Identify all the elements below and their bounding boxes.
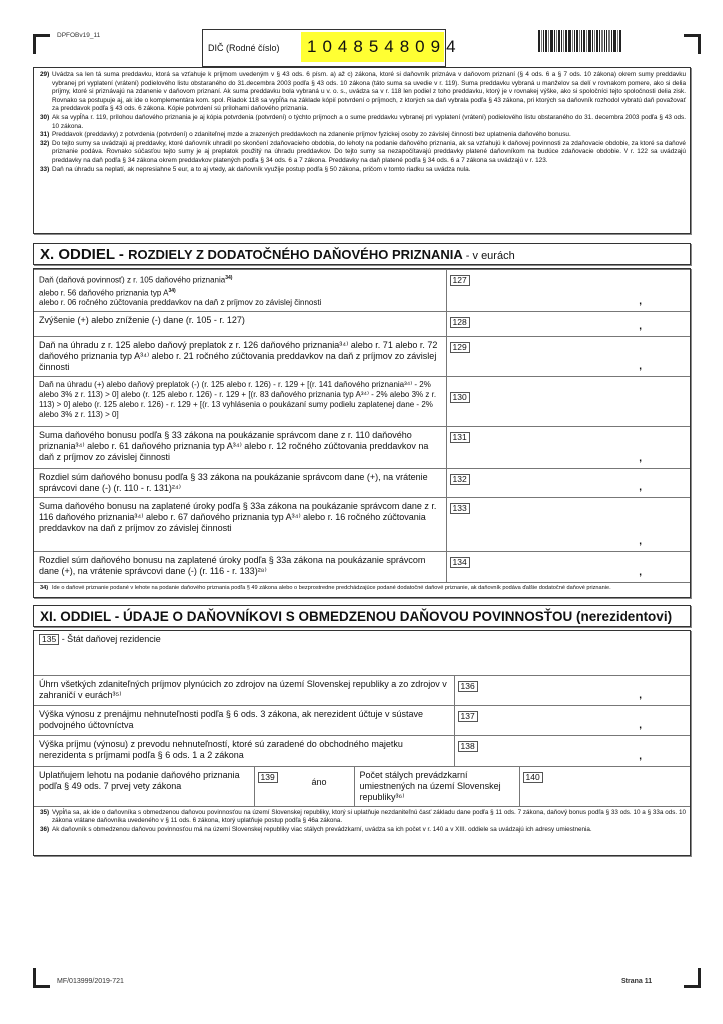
barcode-bar	[617, 30, 618, 52]
row-number: 128	[450, 317, 470, 328]
barcode-bar	[550, 30, 553, 52]
footnote-35	[40, 809, 686, 826]
amount-field-138[interactable]	[454, 736, 690, 766]
barcode-bar	[596, 30, 598, 52]
footnote-34	[34, 582, 690, 596]
decimal-separator: ,	[639, 296, 642, 308]
table-row-130	[34, 377, 690, 427]
footnote-text: Ak daňovník s obmedzenou daňovou povinnosťou má na území Slovenskej republiky viac stálych prevádzkarní, uvádza sa ich počet v r. 140 a v XIII. oddiele sa uvádzajú ich adresy umiestnenia.	[52, 825, 592, 833]
row-number: 137	[458, 711, 478, 722]
section-xi-table	[33, 630, 691, 856]
footnote-text: Vypĺňa sa, ak ide o daňovníka s obmedzenou daňovou povinnosťou na území Slovenskej republiky, ktorý si uplatňuje nezdaniteľnú časť základu dane podľa § 11 ods. 7 zákona, daňový bonus podľa § 33 ods. 10 a § 33a ods. 10 zákona vrátane daňovníka uvedeného v § 11 ods. 6 zákona, ktorý uplatňuje postup podľa § 46a zákona.	[52, 808, 686, 824]
amount-field-133[interactable]	[446, 498, 690, 552]
row-label: Suma daňového bonusu na zaplatené úroky podľa § 33a zákona na poukázanie správcom dane z r. 116 daňového priznania³⁴⁾ alebo r. 67 daňového priznania typ A³⁴⁾ alebo r. 16 ročného zúčtovania preddavkov na daň z príjmov zo závislej činnosti	[34, 498, 446, 552]
row-label-line	[39, 273, 441, 286]
section-x-table	[33, 268, 691, 598]
barcode-bar	[554, 30, 555, 52]
decimal-separator: ,	[639, 361, 642, 373]
footnote-number: 29)	[40, 71, 50, 78]
row-label: Úhrn všetkých zdaniteľných príjmov plynúcich zo zdrojov na území Slovenskej republiky a zo zdrojov v zahraničí v eurách³⁵⁾	[34, 676, 454, 706]
row-number: 132	[450, 474, 470, 485]
barcode-bar	[556, 30, 557, 52]
decimal-separator: ,	[639, 482, 642, 494]
barcode-bar	[561, 30, 562, 52]
barcode-bar	[572, 30, 573, 52]
row-140-cell[interactable]	[519, 766, 690, 806]
row-139-140	[34, 766, 690, 806]
barcode-bar	[601, 30, 603, 52]
decimal-separator: ,	[639, 690, 642, 701]
barcode-bar	[583, 30, 585, 52]
registration-mark-top-left	[33, 34, 50, 54]
barcode-bar	[538, 30, 540, 52]
row-number: 138	[458, 741, 478, 752]
decimal-separator: ,	[639, 321, 642, 333]
footnote-number: 36)	[40, 825, 50, 833]
table-row-127	[34, 270, 690, 312]
row-139-cell[interactable]	[254, 766, 354, 806]
footnote-number: 31)	[40, 131, 50, 139]
footnote-30	[40, 114, 686, 131]
row-label	[34, 270, 446, 312]
footnote-number: 34)	[40, 584, 49, 591]
footnote-text: Preddavok (preddavky) z potvrdenia (potvrdení) o zdaniteľnej mzde a zrazených preddavkoch na zdanenie príjmov fyzickej osoby zo závislej činnosti bez uplatnenia daňového bonusu.	[52, 131, 571, 139]
barcode-bar	[592, 30, 593, 52]
decimal-separator: ,	[639, 566, 642, 578]
footnote-number: 32)	[40, 139, 50, 147]
row-label: Výška príjmu (výnosu) z prevodu nehnuteľností, ktoré sú zaradené do obchodného majetku nerezidenta s príjmami podľa § 6 ods. 1 a 2 zákona	[34, 736, 454, 766]
barcode-bar	[541, 30, 542, 52]
amount-field-131[interactable]	[446, 427, 690, 469]
footnote-36	[40, 826, 686, 835]
amount-field-127[interactable]	[446, 270, 690, 312]
barcode-bar	[611, 30, 612, 52]
barcode-bar	[563, 30, 564, 52]
row-label-line	[39, 298, 441, 308]
table-row-134	[34, 552, 690, 582]
decimal-separator: ,	[639, 536, 642, 548]
tax-residence-label: - Štát daňovej rezidencie	[59, 634, 161, 644]
row-label-text: Daň (daňová povinnosť) z r. 105 daňového priznania	[39, 275, 226, 285]
amount-field-137[interactable]	[454, 706, 690, 736]
notes-panel-top	[33, 67, 691, 234]
barcode-bar	[558, 30, 560, 52]
establishments-label: Počet stálych prevádzkarní umiestnených na území Slovenskej republiky³⁶⁾	[354, 766, 519, 806]
table-row-131	[34, 427, 690, 469]
barcode-bar	[588, 30, 591, 52]
row-number: 130	[450, 392, 470, 403]
table-row-128	[34, 312, 690, 337]
registration-mark-bottom-right	[684, 968, 701, 988]
barcode-bar	[543, 30, 544, 52]
decimal-separator: ,	[639, 750, 642, 762]
barcode-bar	[599, 30, 600, 52]
row-label: Výška výnosu z prenájmu nehnuteľnosti podľa § 6 ods. 3 zákona, ak nerezident účtuje v sústave podvojného účtovníctva	[34, 706, 454, 736]
row-number: 134	[450, 557, 470, 568]
barcode-bar	[576, 30, 578, 52]
tax-residence-input[interactable]	[39, 645, 685, 673]
registration-mark-bottom-left	[33, 968, 50, 988]
decimal-separator: ,	[639, 720, 642, 731]
section-x-header	[33, 243, 691, 265]
footnote-32	[40, 140, 686, 166]
row-number-135: 135	[39, 634, 59, 645]
table-row-132	[34, 469, 690, 498]
barcode-bar	[579, 30, 580, 52]
row-label: Zvýšenie (+) alebo zníženie (-) dane (r. 105 - r. 127)	[34, 312, 446, 337]
deadline-label: Uplatňujem lehotu na podanie daňového priznania podľa § 49 ods. 7 prvej vety zákona	[34, 766, 254, 806]
table-row-136	[34, 676, 690, 706]
barcode-bar	[613, 30, 616, 52]
barcode-bar	[581, 30, 582, 52]
barcode-bar	[548, 30, 549, 52]
footnote-number: 30)	[40, 113, 50, 121]
row-number: 127	[450, 275, 470, 286]
footnote-ref: 34)	[225, 275, 233, 281]
barcode-bar	[606, 30, 607, 52]
amount-field-130[interactable]	[446, 377, 690, 427]
row-number: 136	[458, 681, 478, 692]
footnote-31	[40, 131, 686, 140]
row-label-text: alebo r. 06 ročného zúčtovania preddavkov na daň z príjmov zo závislej činnosti	[39, 298, 322, 308]
footnote-text: Ide o daňové priznanie podané v lehote na podanie daňového priznania podľa § 49 zákona alebo o bezprostredne predchádzajúce podané dodatočné daňové priznanie, ak daňovník podáva ďalšie dodatočné daňové priznanie.	[52, 584, 611, 591]
barcode-bar	[604, 30, 605, 52]
row-number: 131	[450, 432, 470, 443]
row-label-text: alebo r. 56 daňového priznania typ A	[39, 288, 169, 298]
amount-field-132[interactable]	[446, 469, 690, 498]
row-label-line	[39, 286, 441, 299]
row-label: Rozdiel súm daňového bonusu podľa § 33 zákona na poukázanie správcom dane (+), na vrátenie správcovi dane (-) (r. 110 - r. 131)²⁴⁾	[34, 469, 446, 498]
barcode-bar	[619, 30, 621, 52]
dic-label: DIČ (Rodné číslo)	[208, 43, 280, 53]
registration-mark-top-right	[684, 34, 701, 54]
barcode	[538, 30, 648, 52]
tax-residence-row	[34, 631, 690, 675]
page-number: Strana 11	[621, 978, 653, 985]
table-row-138	[34, 736, 690, 766]
footnote-number: 35)	[40, 808, 50, 816]
footnote-text: Do tejto sumy sa uvádzajú aj preddavky, ktoré daňovník uhradil po skončení zdaňovacieho obdobia, do lehoty na podanie daňového priznania, ak sa vzťahujú k daňovej povinnosti za zdaňovacie obdobie, za ktoré sa daňové priznanie podáva. Rovnako súčasťou tejto sumy je aj preplatok použitý na úhradu preddavkov. Do tejto sumy sa nezapočítavajú preddavky platené daňovníkom na budúce zdaňovacie obdobie. V r. 122 sa uvádzajú preddavky na daň podľa § 34 zákona okrem preddavkov platených podľa § 34 ods. 6 a 7 zákona. Preddavky na daň platené podľa § 34 ods. 6 a 7 zákona sa uvádzajú v r. 123.	[52, 139, 686, 164]
barcode-bar	[574, 30, 575, 52]
footnote-text: Uvádza sa len tá suma preddavku, ktorá sa vzťahuje k príjmom uvedeným v § 43 ods. 6 písm. a) až c) zákona, ktoré si daňovník priznáva v daňovom priznaní (§ 4 ods. 6 a § 7 ods. 10 zákona) okrem sumy preddavku vybranej pri vyplatení (vrátení) podielového listu obstaraného do 31.decembra 2003 podľa § 43 ods. 10 zákona (táto suma sa uvedie v r. 119). Suma preddavku vybraná u manželov sa delí v rovnakom pomere, ako si delia príjmy, ktoré si priznávajú na zdanenie v daňovom priznaní. Ak suma preddavku bola vybraná u v. o. s., uvádza sa v r. 118 len podiel z toho preddavku, ktorý je v rovnakej výške, ako si spoločníci tejto spoločnosti delia zisk. Rovnako sa postupuje aj, ak ide o komplementára kom. spol. Riadok 118 sa vypĺňa na základe kópií potvrdení o príjmoch, z ktorých sa daň vybrala podľa § 43 zákona, pri ktorých sa daňovník rozhodol vybratú daň považovať za preddavok podľa § 43 ods. 6 zákona. Kópie potvrdení sú prílohami daňového priznania.	[52, 71, 686, 113]
footnote-text: Ak sa vypĺňa r. 119, prílohou daňového priznania je aj kópia potvrdenia (potvrdení) o týchto príjmoch a o sume preddavku vybranej pri vyplatení (vrátení) podielového listu obstaraného do 31. decembra 2003 podľa § 43 ods. 10 zákona.	[52, 113, 686, 130]
row-label: Rozdiel súm daňového bonusu na zaplatené úroky podľa § 33a zákona na poukázanie správcom dane (+), na vrátenie správcovi dane (-) (r. 116 - r. 133)²⁸⁾	[34, 552, 446, 582]
barcode-bar	[568, 30, 571, 52]
footnote-text: Daň na úhradu sa neplatí, ak nepresiahne 5 eur, a to aj vtedy, ak daňovník využije postup podľa § 50 zákona, pričom v tomto riadku sa uvádza nula.	[52, 165, 471, 173]
form-code: DPFOBv19_11	[57, 32, 101, 39]
barcode-bar	[586, 30, 587, 52]
barcode-bar	[545, 30, 547, 52]
footnote-33	[40, 166, 686, 175]
footnote-29	[40, 71, 686, 114]
deadline-checkbox-ano[interactable]: áno	[311, 776, 327, 787]
amount-field-128[interactable]	[446, 312, 690, 337]
row-label: Daň na úhradu (+) alebo daňový preplatok (-) (r. 125 alebo r. 126) - r. 129 + [(r. 141 daňového priznania³⁴⁾ - 2% alebo 3% z r. 113) > 0] alebo (r. 125 alebo r. 126) - r. 129 + [(r. 83 daňového priznania typ A³⁴⁾ - 2% alebo 3% z r. 113) > 0] alebo (r. 125 alebo r. 126) - r. 129 + [(r. 13 vyhlásenia o poukázaní sumy podielu zaplatenej dane - 2% alebo 3% z r. 113) > 0]	[34, 377, 446, 427]
footnote-ref: 34)	[168, 287, 176, 294]
section-xi-title: XI. ODDIEL - ÚDAJE O DAŇOVNÍKOVI S OBMEDZENOU DAŇOVOU POVINNOSŤOU (nerezidentovi)	[40, 609, 673, 624]
footnote-number: 33)	[40, 165, 50, 173]
row-number: 133	[450, 503, 470, 514]
footnote-34	[40, 585, 686, 593]
row-label: Suma daňového bonusu podľa § 33 zákona na poukázanie správcom dane z r. 110 daňového priznania³⁴⁾ alebo r. 61 daňového priznania typ A³⁴⁾ alebo r. 12 ročného zúčtovania preddavkov na daň z príjmov zo závislej činnosti	[34, 427, 446, 469]
row-number-140: 140	[523, 772, 543, 783]
decimal-separator: ,	[639, 453, 642, 465]
barcode-bar	[608, 30, 610, 52]
barcode-bar	[594, 30, 595, 52]
table-row-133	[34, 498, 690, 552]
form-id: MF/013999/2019-721	[57, 978, 124, 985]
amount-field-134[interactable]	[446, 552, 690, 582]
section-xi-header	[33, 605, 691, 627]
amount-field-129[interactable]	[446, 337, 690, 377]
barcode-bar	[565, 30, 567, 52]
row-number: 129	[450, 342, 470, 353]
table-row-137	[34, 706, 690, 736]
row-number-139: 139	[258, 772, 278, 783]
dic-value[interactable]: 1048548094	[301, 32, 444, 62]
amount-field-136[interactable]	[454, 676, 690, 706]
section-x-title: X. ODDIEL - ROZDIELY Z DODATOČNÉHO DAŇOVÉHO PRIZNANIA - v eurách	[40, 246, 515, 263]
table-row-129	[34, 337, 690, 377]
row-label: Daň na úhradu z r. 125 alebo daňový preplatok z r. 126 daňového priznania³⁴⁾ alebo r. 71 alebo r. 72 daňového priznania typ A³⁴⁾ alebo r. 21 ročného zúčtovania preddavkov na daň z príjmov zo závislej činnosti	[34, 337, 446, 377]
